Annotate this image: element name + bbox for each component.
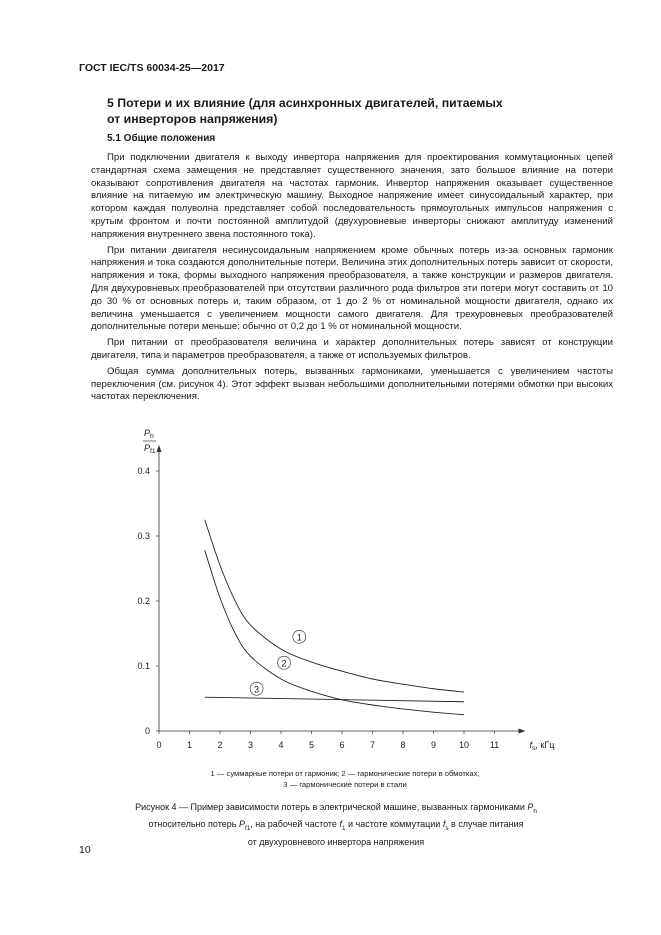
x-tick-label: 11	[489, 740, 500, 750]
page-number: 10	[79, 844, 91, 856]
x-tick-label: 4	[278, 740, 284, 750]
legend-line2: 3 — гармонические потери в стали	[283, 780, 407, 789]
x-tick-label: 2	[217, 740, 223, 750]
y-axis-arrow-icon	[157, 445, 162, 452]
y-tick-label: 0	[144, 726, 150, 736]
x-tick-label: 1	[186, 740, 193, 750]
y-tick-label: 0.2	[137, 596, 150, 606]
x-tick-label: 7	[369, 740, 376, 750]
chart-curves	[205, 520, 464, 715]
series-3-label: 3	[254, 684, 260, 695]
y-tick-label: 0.3	[137, 531, 150, 541]
x-label: $f_s$, кГц	[529, 740, 555, 752]
document-header: ГОСТ IEC/TS 60034-25—2017	[79, 62, 225, 74]
paragraph: При питании от преобразователя величина и характер дополнительных потерь зависят от конструкции двигателя, типа и параметров преобразователя, а также от используемых фильтров.	[91, 337, 613, 361]
section-title-line2: от инверторов напряжения)	[107, 112, 278, 126]
series-2-label: 2	[281, 658, 287, 669]
x-tick-label: 6	[339, 740, 345, 750]
chart-axes	[137, 428, 554, 752]
legend-line1: 1 — суммарные потери от гармоник; 2 — гармонические потери в обмотках;	[210, 769, 480, 778]
paragraph: При подключении двигателя к выходу инвертора напряжения для проектирования коммутационных цепей стандартная схема замещения не представляет существенного значения, зато большое влияние на потери оказывают сопротивления двигателя на частотах гармоник. Инвертор напряжения оказывает существенное влияние на питаемую им электрическую машину. Выходное напряжение имеет синусоидальный характер, при котором каждая полуволна представляет собой последовательность прямоугольных импульсов напряжения с крутым фронтом и почти постоянной амплитудой (двухуровневые инверторы снижают амплитуду изменений напряжения внутреннего звена постоянного тока).	[91, 152, 613, 240]
paragraph: При питании двигателя несинусоидальным напряжением кроме обычных потерь из-за основных гармоник напряжения и тока создаются дополнительные потери. Величина этих дополнительных потерь зависит от скорости, напряжения и тока, формы выходного напряжения преобразователя, а также конструкции и размеров двигателя. Для двухуровневых преобразователей при отсутствии различного рода фильтров эти потери могут составить от 10 до 30 % от основных потерь и, таким образом, от 1 до 2 % от номинальной мощности двигателя, однако их величина уменьшается с увеличением мощности самого двигателя. Для трехуровневых преобразователей дополнительные потери меньше: обычно от 0,2 до 1 % от номинальной мощности.	[91, 244, 613, 333]
x-tick-label: 8	[400, 740, 406, 750]
caption-line1: Рисунок 4 — Пример зависимости потерь в электрической машине, вызванных гармониками $P_h$	[135, 802, 537, 815]
x-tick-label: 3	[247, 740, 254, 750]
y-tick-label: 0.4	[137, 466, 150, 476]
x-tick-label: 10	[458, 740, 470, 750]
x-tick-label: 5	[308, 740, 315, 750]
series-2-line	[205, 550, 464, 714]
y-label-denominator: $P_{f1}$	[144, 443, 156, 455]
figure-caption	[96, 801, 576, 848]
caption-line3: от двухуровневого инвертора напряжения	[247, 836, 425, 847]
y-tick-label: 0.1	[137, 661, 150, 671]
series-1-label: 1	[296, 632, 302, 643]
caption-line2: относительно потерь $P_{f1}$, на рабочей частоте $f_1$ и частоте коммутации $f_s$ в случае питания	[148, 819, 524, 833]
y-label-numerator: $P_h$	[144, 428, 154, 440]
paragraph: Общая сумма дополнительных потерь, вызванных гармониками, уменьшается с увеличением частоты переключения (см. рисунок 4). Этот эффект вызван небольшими дополнительными потерями обмотки при высоких частотах переключения.	[91, 365, 613, 403]
figure-legend	[150, 768, 540, 790]
section-title-line1: 5 Потери и их влияние (для асинхронных двигателей, питаемых	[107, 96, 503, 110]
subsection-title: 5.1 Общие положения	[107, 133, 216, 144]
x-tick-label: 0	[156, 740, 162, 750]
x-tick-label: 9	[430, 740, 437, 750]
series-1-line	[205, 520, 464, 695]
x-axis-arrow-icon	[519, 729, 526, 734]
